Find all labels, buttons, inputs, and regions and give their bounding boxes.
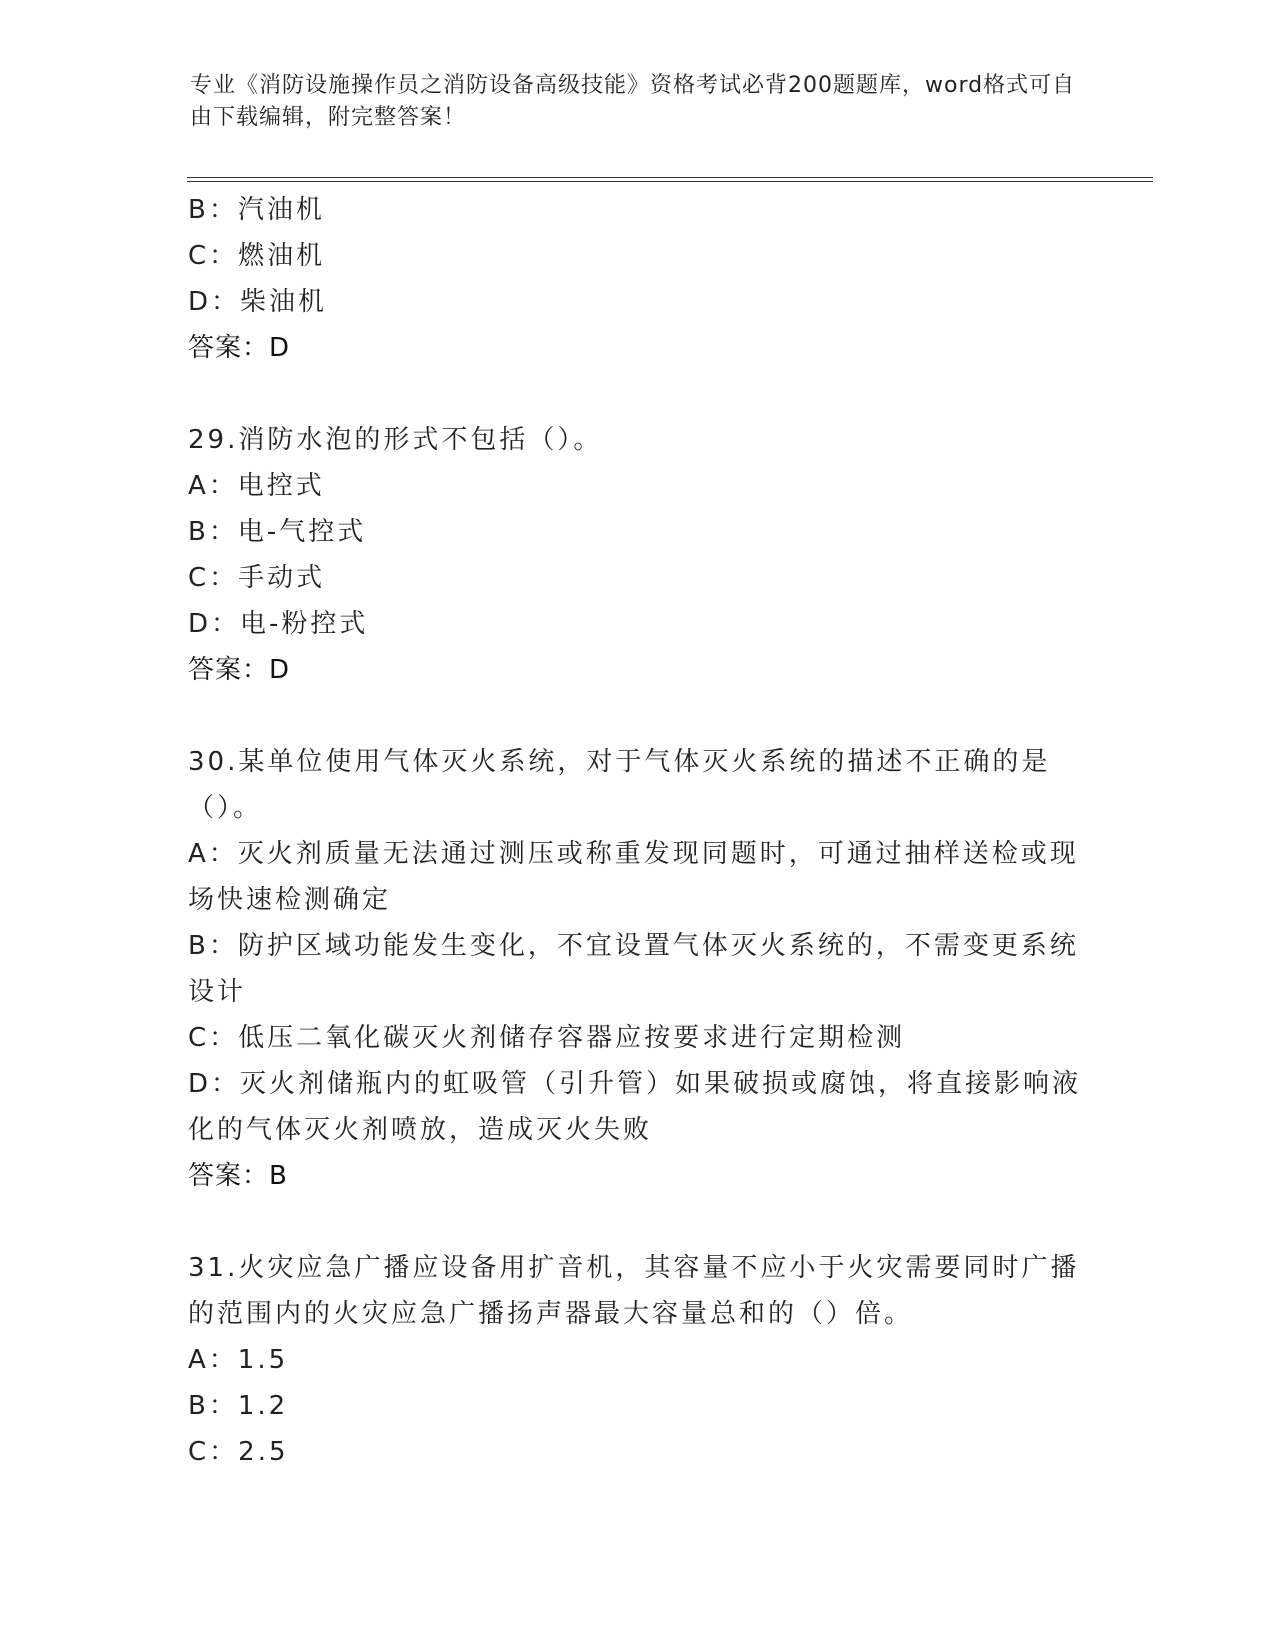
option-a: A：电控式 — [188, 471, 325, 501]
option-b: B：汽油机 — [188, 195, 325, 225]
option-b: B：1.2 — [188, 1391, 289, 1421]
spacer — [188, 1199, 1088, 1245]
option-d: D：电-粉控式 — [188, 609, 369, 639]
question-text: 30.某单位使用气体灭火系统，对于气体灭火系统的描述不正确的是（）。 — [188, 747, 1051, 823]
header-divider — [187, 177, 1153, 182]
answer: 答案：D — [188, 333, 291, 363]
option-a: A：1.5 — [188, 1345, 289, 1375]
question-text: 31.火灾应急广播应设备用扩音机，其容量不应小于火灾需要同时广播的范围内的火灾应急广播扬声器最大容量总和的（）倍。 — [188, 1253, 1080, 1329]
option-c: C：2.5 — [188, 1437, 289, 1467]
option-c: C：低压二氧化碳灭火剂储存容器应按要求进行定期检测 — [188, 1023, 906, 1053]
option-d: D：灭火剂储瓶内的虹吸管（引升管）如果破损或腐蚀，将直接影响液化的气体灭火剂喷放，造成灭火失败 — [188, 1069, 1082, 1145]
option-c: C：手动式 — [188, 563, 326, 593]
option-a: A：灭火剂质量无法通过测压或称重发现同题时，可通过抽样送检或现场快速检测确定 — [188, 839, 1079, 915]
spacer — [188, 371, 1088, 417]
answer: 答案：B — [188, 1161, 288, 1191]
option-b: B：防护区域功能发生变化，不宜设置气体灭火系统的，不需变更系统设计 — [188, 931, 1079, 1007]
question-text: 29.消防水泡的形式不包括（）。 — [188, 425, 603, 455]
answer: 答案：D — [188, 655, 291, 685]
option-d: D：柴油机 — [188, 287, 328, 317]
question-29 — [188, 417, 1088, 693]
document-body — [188, 187, 1088, 1475]
question-31 — [188, 1245, 1088, 1475]
option-c: C：燃油机 — [188, 241, 326, 271]
option-b: B：电-气控式 — [188, 517, 367, 547]
document-header: 专业《消防设施操作员之消防设备高级技能》资格考试必背200题题库，word格式可自由下载编辑，附完整答案！ — [190, 73, 1076, 130]
spacer — [188, 693, 1088, 739]
question-30 — [188, 739, 1088, 1199]
question-28-continued — [188, 187, 1088, 371]
